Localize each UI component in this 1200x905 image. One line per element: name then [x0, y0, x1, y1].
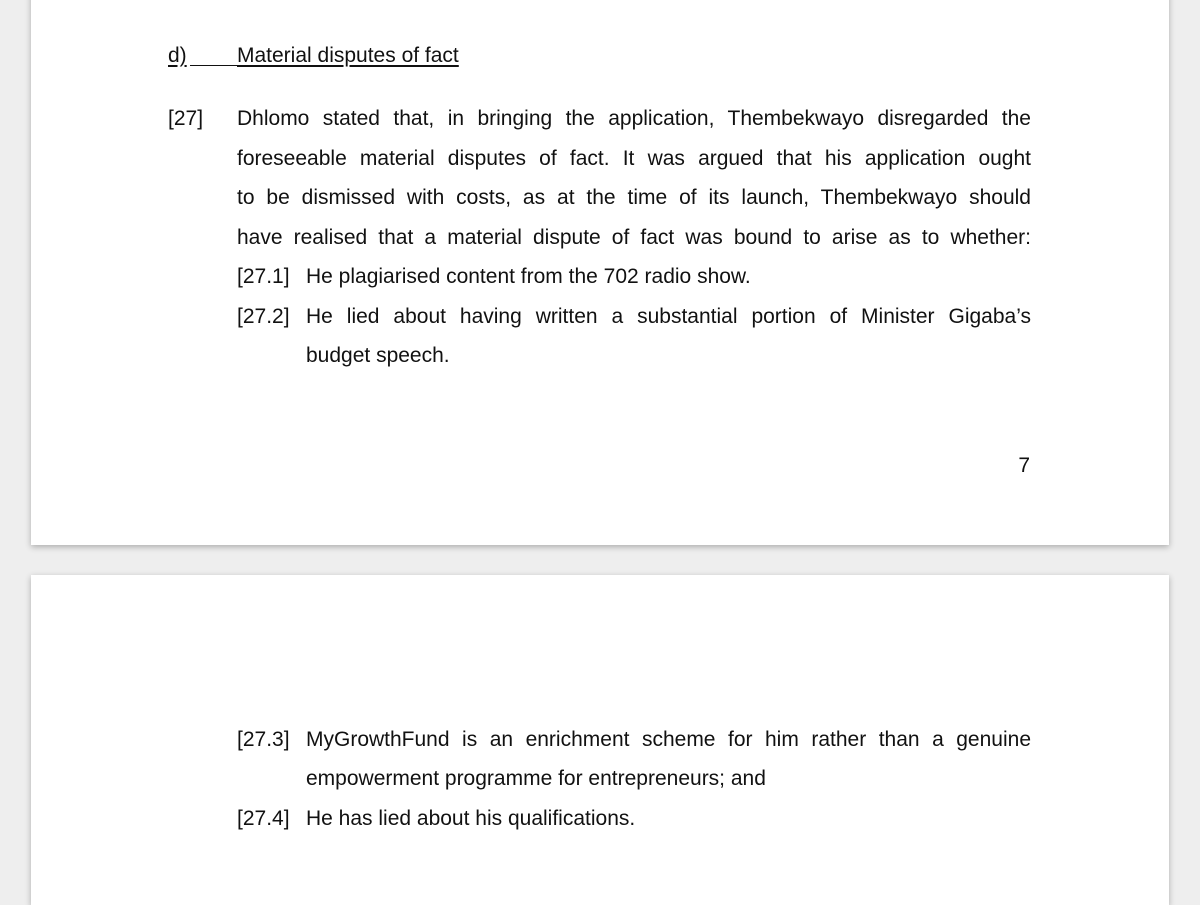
subitem-line: empowerment programme for entrepreneurs; and [306, 767, 766, 790]
paragraph-number: [27] [168, 107, 204, 130]
section-heading [168, 44, 488, 68]
subitem-line: He plagiarised content from the 702 radio show. [306, 265, 751, 288]
subitem-number: [27.3] [237, 728, 290, 751]
page-number: 7 [1018, 454, 1030, 477]
heading-underline [190, 65, 238, 66]
subitem-number: [27.1] [237, 265, 290, 288]
section-letter: d) [168, 44, 187, 67]
subitem-line: MyGrowthFund is an enrichment scheme for him rather than a genuine [306, 728, 1031, 751]
subitem-line: He lied about having written a substantial portion of Minister Gigaba’s [306, 305, 1031, 328]
subitem-line: He has lied about his qualifications. [306, 807, 636, 830]
subitem-line: budget speech. [306, 344, 450, 367]
document-page [31, 575, 1169, 905]
paragraph-line: to be dismissed with costs, as at the time of its launch, Thembekwayo should [237, 186, 1031, 209]
paragraph-line: Dhlomo stated that, in bringing the application, Thembekwayo disregarded the [237, 107, 1031, 130]
paragraph-line: have realised that a material dispute of fact was bound to arise as to whether: [237, 226, 1031, 249]
paragraph-line: foreseeable material disputes of fact. It was argued that his application ought [237, 147, 1031, 170]
document-page [31, 0, 1169, 545]
section-title: Material disputes of fact [237, 44, 459, 67]
subitem-number: [27.2] [237, 305, 290, 328]
subitem-number: [27.4] [237, 807, 290, 830]
